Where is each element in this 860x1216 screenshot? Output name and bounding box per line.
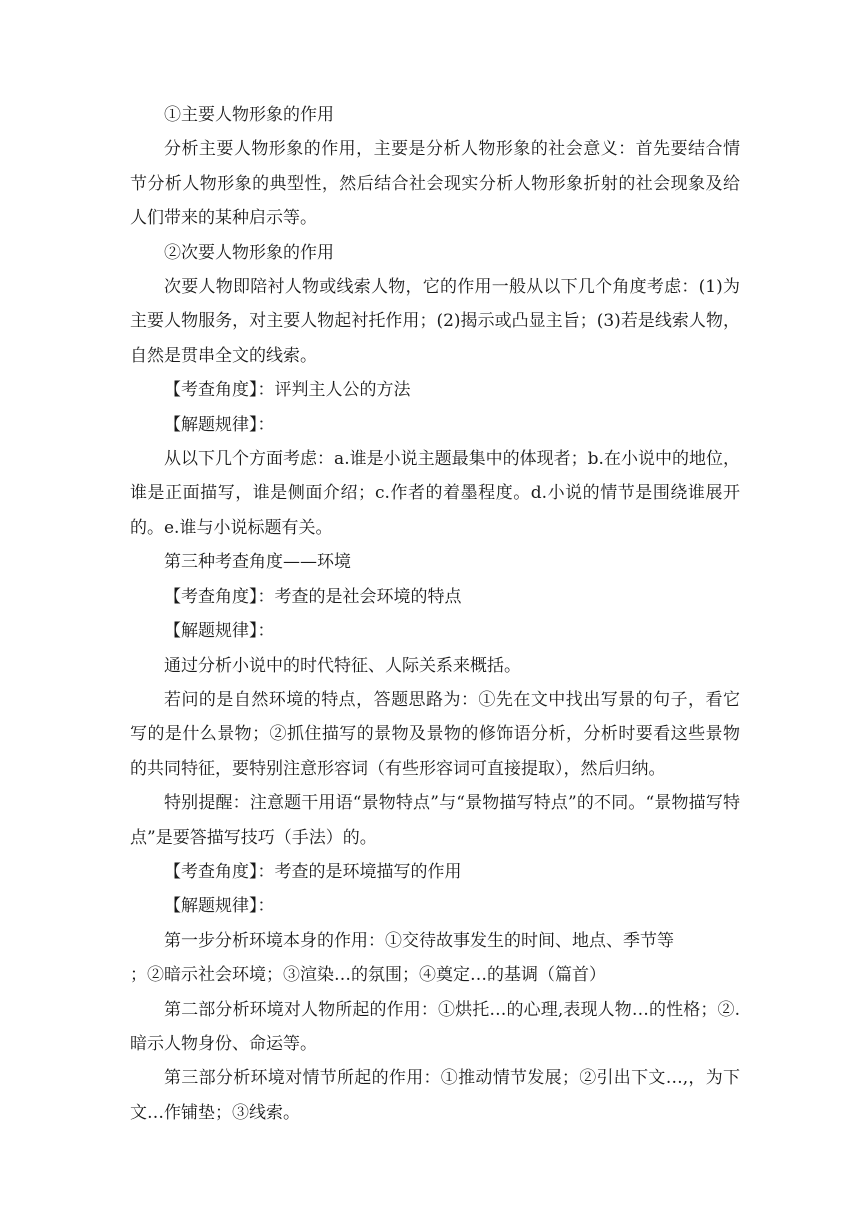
paragraph-secondary-character-analysis: 次要人物即陪衬人物或线索人物，它的作用一般从以下几个角度考虑：(1)为主要人物服务，对主要人物起衬托作用；(2)揭示或凸显主旨；(3)若是线索人物，自然是贯串全文的线索。 [130, 277, 740, 366]
exam-angle-protagonist: 【考查角度】：评判主人公的方法 [164, 380, 411, 401]
heading-main-character-role: ①主要人物形象的作用 [164, 105, 334, 125]
paragraph-social-environment: 通过分析小说中的时代特征、人际关系来概括。 [164, 655, 521, 676]
solving-rule-label: 【解题规律】： [164, 621, 275, 642]
paragraph-main-character-analysis: 分析主要人物形象的作用，主要是分析人物形象的社会意义：首先要结合情节分析人物形象的典型性，然后结合社会现实分析人物形象折射的社会现象及给人们带来的某种启示等。 [130, 139, 740, 229]
section-heading-environment: 第三种考查角度——环境 [164, 552, 351, 573]
paragraph-step-three: 第三部分析环境对情节所起的作用：①推动情节发展；②引出下文…,，为下文…作铺垫；③线索。 [130, 1068, 740, 1123]
paragraph-special-reminder: 特别提醒：注意题干用语“景物特点”与“景物描写特点”的不同。“景物描写特点”是要答描写技巧（手法）的。 [130, 793, 740, 848]
document-body [130, 98, 740, 1130]
paragraph-natural-environment: 若问的是自然环境的特点，答题思路为：①先在文中找出写景的句子，看它写的是什么景物；②抓住描写的景物及景物的修饰语分析，分析时要看这些景物的共同特征，要特别注意形容词（有些形容词可直接提取），然后归纳。 [130, 689, 740, 779]
exam-angle-social-environment: 【考查角度】：考查的是社会环境的特点 [164, 586, 462, 607]
solving-rule-label: 【解题规律】： [164, 896, 275, 917]
heading-secondary-character-role: ②次要人物形象的作用 [164, 242, 334, 263]
exam-angle-environment-description: 【考查角度】：考查的是环境描写的作用 [164, 861, 462, 882]
paragraph-step-one: 第一步分析环境本身的作用：①交待故事发生的时间、地点、季节等 ；②暗示社会环境；③渲染…的氛围；④奠定…的基调（篇首） [130, 930, 674, 986]
paragraph-protagonist-criteria: 从以下几个方面考虑：a.谁是小说主题最集中的体现者；b.在小说中的地位，谁是正面描写，谁是侧面介绍；c.作者的着墨程度。d.小说的情节是围绕谁展开的。e.谁与小说标题有关。 [130, 449, 740, 538]
paragraph-step-two: 第二部分析环境对人物所起的作用：①烘托…的心理,表现人物…的性格；②.暗示人物身份、命运等。 [130, 999, 740, 1054]
solving-rule-label: 【解题规律】： [164, 414, 275, 435]
